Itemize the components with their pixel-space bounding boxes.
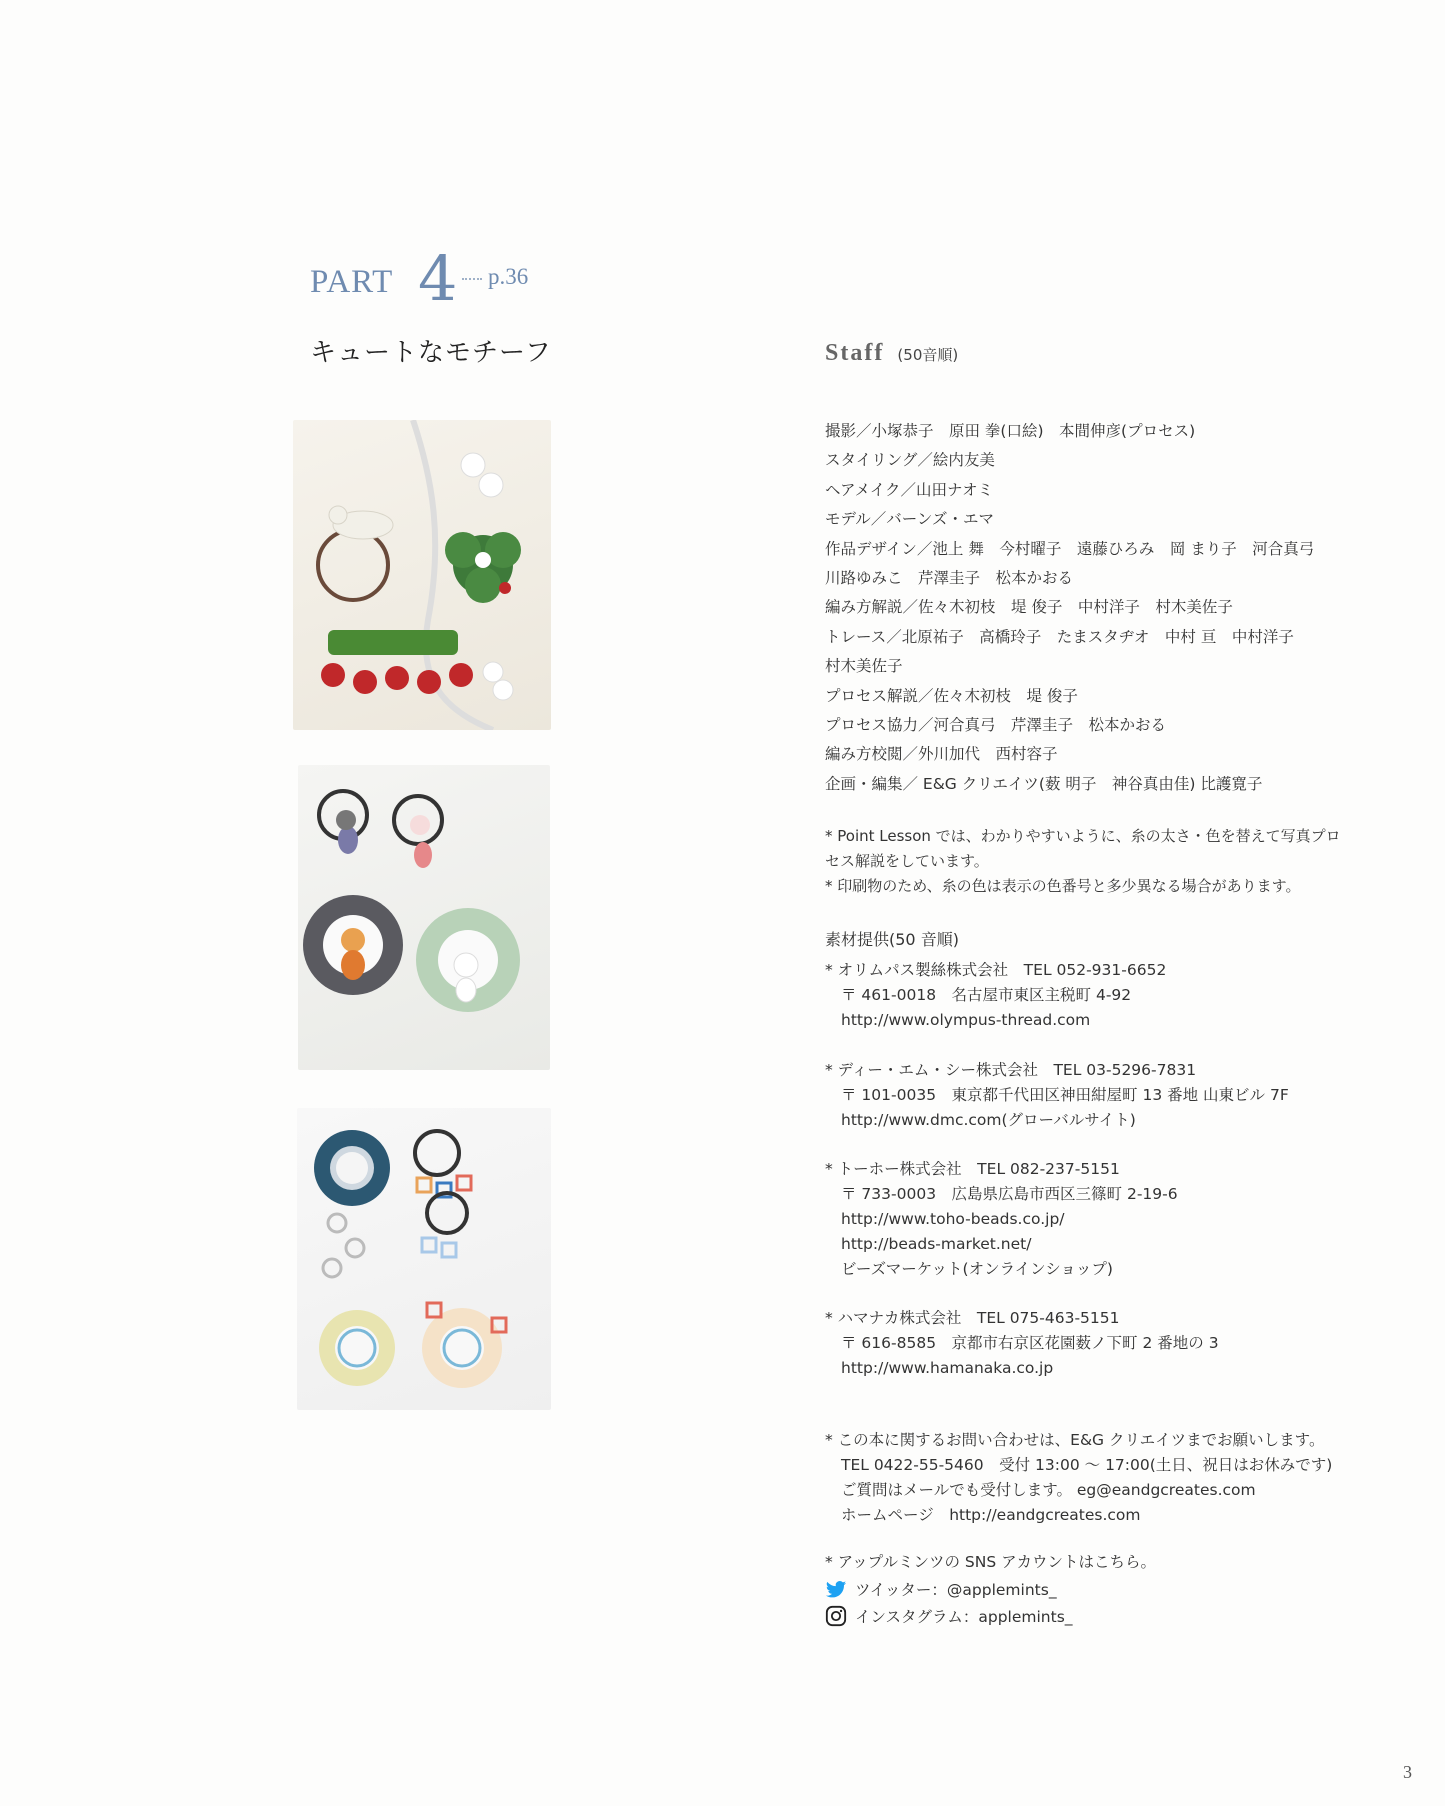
supplier-toho <box>825 1157 1425 1282</box>
part-page-ref: p.36 <box>488 264 529 289</box>
twitter-row[interactable] <box>825 1575 1425 1602</box>
staff-title: Staff <box>825 340 885 366</box>
supplier-name: * オリムパス製絲株式会社 TEL 052-931-6652 <box>825 961 1167 979</box>
part-label: PART <box>310 264 394 300</box>
supplier-url[interactable]: http://beads-market.net/ <box>841 1235 1032 1253</box>
section-title: キュートなモチーフ <box>310 338 552 368</box>
credit-line: 作品デザイン／池上 舞 今村曜子 遠藤ひろみ 岡 まり子 河合真弓 <box>825 539 1315 558</box>
supplier-shop: ビーズマーケット(オンラインショップ) <box>841 1260 1113 1278</box>
part-dots <box>462 278 482 280</box>
credit-line: 川路ゆみこ 芹澤圭子 松本かおる <box>825 568 1074 587</box>
instagram-row[interactable] <box>825 1602 1425 1629</box>
credit-line: 撮影／小塚恭子 原田 拳(口絵) 本間伸彦(プロセス) <box>825 422 1196 440</box>
supplier-name: * トーホー株式会社 TEL 082-237-5151 <box>825 1160 1120 1178</box>
part-header <box>310 242 570 315</box>
page-number: 3 <box>1403 1762 1412 1782</box>
contact-line: ホームページ http://eandgcreates.com <box>841 1506 1141 1524</box>
supplier-address: 〒 101-0035 東京都千代田区神田紺屋町 13 番地 山東ビル 7F <box>841 1086 1289 1104</box>
staff-title-note: (50音順) <box>897 346 959 364</box>
credit-line: ヘアメイク／山田ナオミ <box>825 480 994 499</box>
notes <box>825 824 1425 899</box>
supplier-name: * ハマナカ株式会社 TEL 075-463-5151 <box>825 1309 1120 1327</box>
supplier-address: 〒 616-8585 京都市右京区花園薮ノ下町 2 番地の 3 <box>841 1334 1219 1352</box>
photo-stitch-markers <box>297 1108 551 1410</box>
materials-heading: 素材提供(50 音順) <box>825 930 959 949</box>
contact-info <box>825 1428 1425 1528</box>
credit-line: プロセス解説／佐々木初枝 堤 俊子 <box>825 686 1078 705</box>
supplier-url[interactable]: http://www.hamanaka.co.jp <box>841 1359 1054 1377</box>
photo-bunny-cherry-motifs <box>293 420 551 730</box>
credit-line: トレース／北原祐子 高橋玲子 たまスタヂオ 中村 亘 中村洋子 <box>825 627 1294 646</box>
twitter-handle: ツイッター：@applemints_ <box>855 1580 1057 1599</box>
instagram-handle: インスタグラム：applemints_ <box>855 1607 1073 1626</box>
credit-line: 編み方解説／佐々木初枝 堤 俊子 中村洋子 村木美佐子 <box>825 598 1233 617</box>
photo-bunny-wreaths <box>298 765 550 1070</box>
credit-line: 編み方校閲／外川加代 西村容子 <box>825 745 1058 764</box>
supplier-hamanaka <box>825 1306 1425 1381</box>
credit-line: 村木美佐子 <box>825 657 903 676</box>
staff-credits <box>825 417 1425 799</box>
contact-line: TEL 0422-55-5460 受付 13:00 ～ 17:00(土日、祝日はお休みです) <box>841 1456 1333 1474</box>
note-line: * Point Lesson では、わかりやすいように、糸の太さ・色を替えて写真プロ <box>825 827 1341 845</box>
part-number: 4 <box>418 242 458 315</box>
supplier-address: 〒 461-0018 名古屋市東区主税町 4-92 <box>841 986 1132 1004</box>
supplier-name: * ディー・エム・シー株式会社 TEL 03-5296-7831 <box>825 1061 1197 1079</box>
credit-line: 企画・編集／ E&G クリエイツ(薮 明子 神谷真由佳) 比護寛子 <box>825 774 1263 793</box>
instagram-icon <box>825 1605 847 1627</box>
credit-line: プロセス協力／河合真弓 芹澤圭子 松本かおる <box>825 715 1167 734</box>
supplier-dmc <box>825 1058 1425 1133</box>
note-line: セス解説をしています。 <box>825 852 989 870</box>
supplier-url[interactable]: http://www.toho-beads.co.jp/ <box>841 1210 1065 1228</box>
supplier-url[interactable]: http://www.olympus-thread.com <box>841 1011 1091 1029</box>
sns-intro: * アップルミンツの SNS アカウントはこちら。 <box>825 1553 1156 1571</box>
note-line: * 印刷物のため、糸の色は表示の色番号と多少異なる場合があります。 <box>825 877 1301 895</box>
twitter-bird-icon <box>825 1578 847 1600</box>
contact-line: ご質問はメールでも受付します。 eg@eandgcreates.com <box>841 1481 1256 1499</box>
supplier-olympus <box>825 958 1425 1033</box>
sns-info <box>825 1550 1425 1629</box>
contact-line: * この本に関するお問い合わせは、E&G クリエイツまでお願いします。 <box>825 1431 1325 1449</box>
credit-line: モデル／バーンズ・エマ <box>825 510 994 529</box>
credit-line: スタイリング／絵内友美 <box>825 451 995 470</box>
supplier-address: 〒 733-0003 広島県広島市西区三篠町 2-19-6 <box>841 1185 1178 1203</box>
supplier-url[interactable]: http://www.dmc.com(グローバルサイト) <box>841 1111 1136 1129</box>
staff-heading <box>825 340 1415 367</box>
